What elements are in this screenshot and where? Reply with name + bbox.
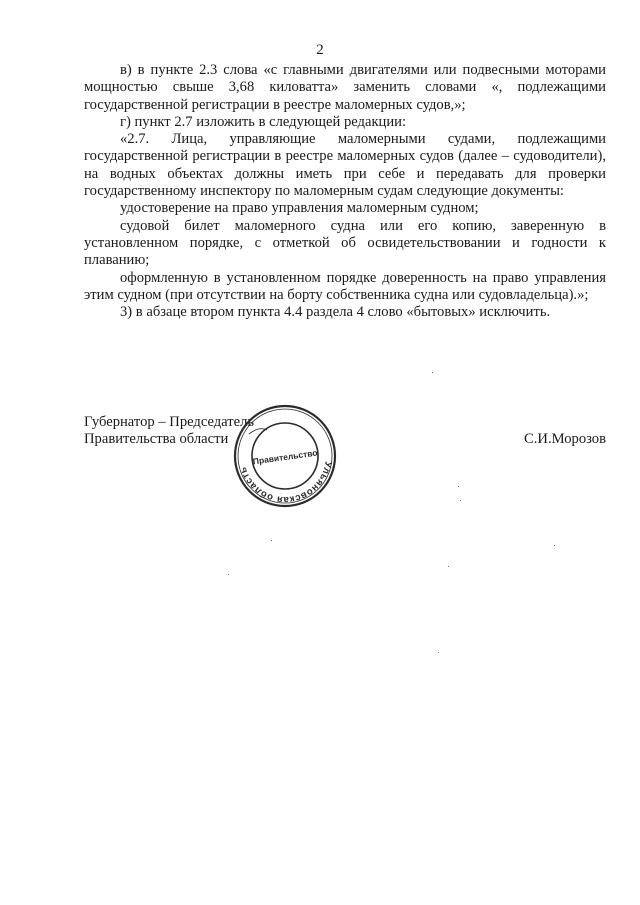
signatory-title-line2: Правительства области [84, 431, 229, 448]
signatory-name: С.И.Морозов [524, 431, 606, 448]
decree-body [84, 62, 606, 321]
signature-block [84, 414, 606, 449]
signatory-title-line1: Губернатор – Председатель [84, 414, 255, 430]
paragraph-item-3: 3) в абзаце втором пункта 4.4 раздела 4 слово «бытовых» исключить. [120, 304, 551, 321]
scan-speck [458, 486, 459, 487]
official-stamp-seal [229, 404, 341, 508]
scan-speck [460, 500, 461, 501]
paragraph-item-g: г) пункт 2.7 изложить в следующей редакции: [120, 113, 407, 130]
paragraph-item-v: в) в пункте 2.3 слова «с главными двигателями или подвесными моторами мощностью свыше 3,68 киловатта» заменить словами «, подлежащими государственной регистрации в реестре маломерных судов,»; [84, 62, 606, 113]
stamp-ring-text: Ульяновская область [237, 460, 334, 506]
paragraph-power-of-attorney: оформленную в установленном порядке доверенность на право управления этим судном (при отсутствии на борту собственника судна или судовладельца).»; [84, 269, 606, 303]
page-number: 2 [316, 42, 324, 58]
svg-text:Ульяновская область [237, 461, 333, 506]
stamp-center-text: Правительство [252, 447, 319, 467]
paragraph-clause-2-7: «2.7. Лица, управляющие маломерными судами, подлежащими государственной регистрации в реестре маломерных судов (далее – судоводители), на водных объектах должны иметь при себе и передавать для проверки государственному инспектору по маломерным судам следующие документы: [84, 131, 606, 200]
scan-speck [432, 372, 433, 373]
scan-speck [554, 545, 555, 546]
scan-speck [448, 566, 449, 567]
scan-speck [228, 574, 229, 575]
paragraph-license: удостоверение на право управления маломерным судном; [120, 200, 479, 217]
paragraph-ship-ticket: судовой билет маломерного судна или его копию, заверенную в установленном порядке, с отметкой об освидетельствовании и годности к плаванию; [84, 217, 606, 269]
scan-speck [271, 540, 272, 541]
scan-speck [438, 652, 439, 653]
